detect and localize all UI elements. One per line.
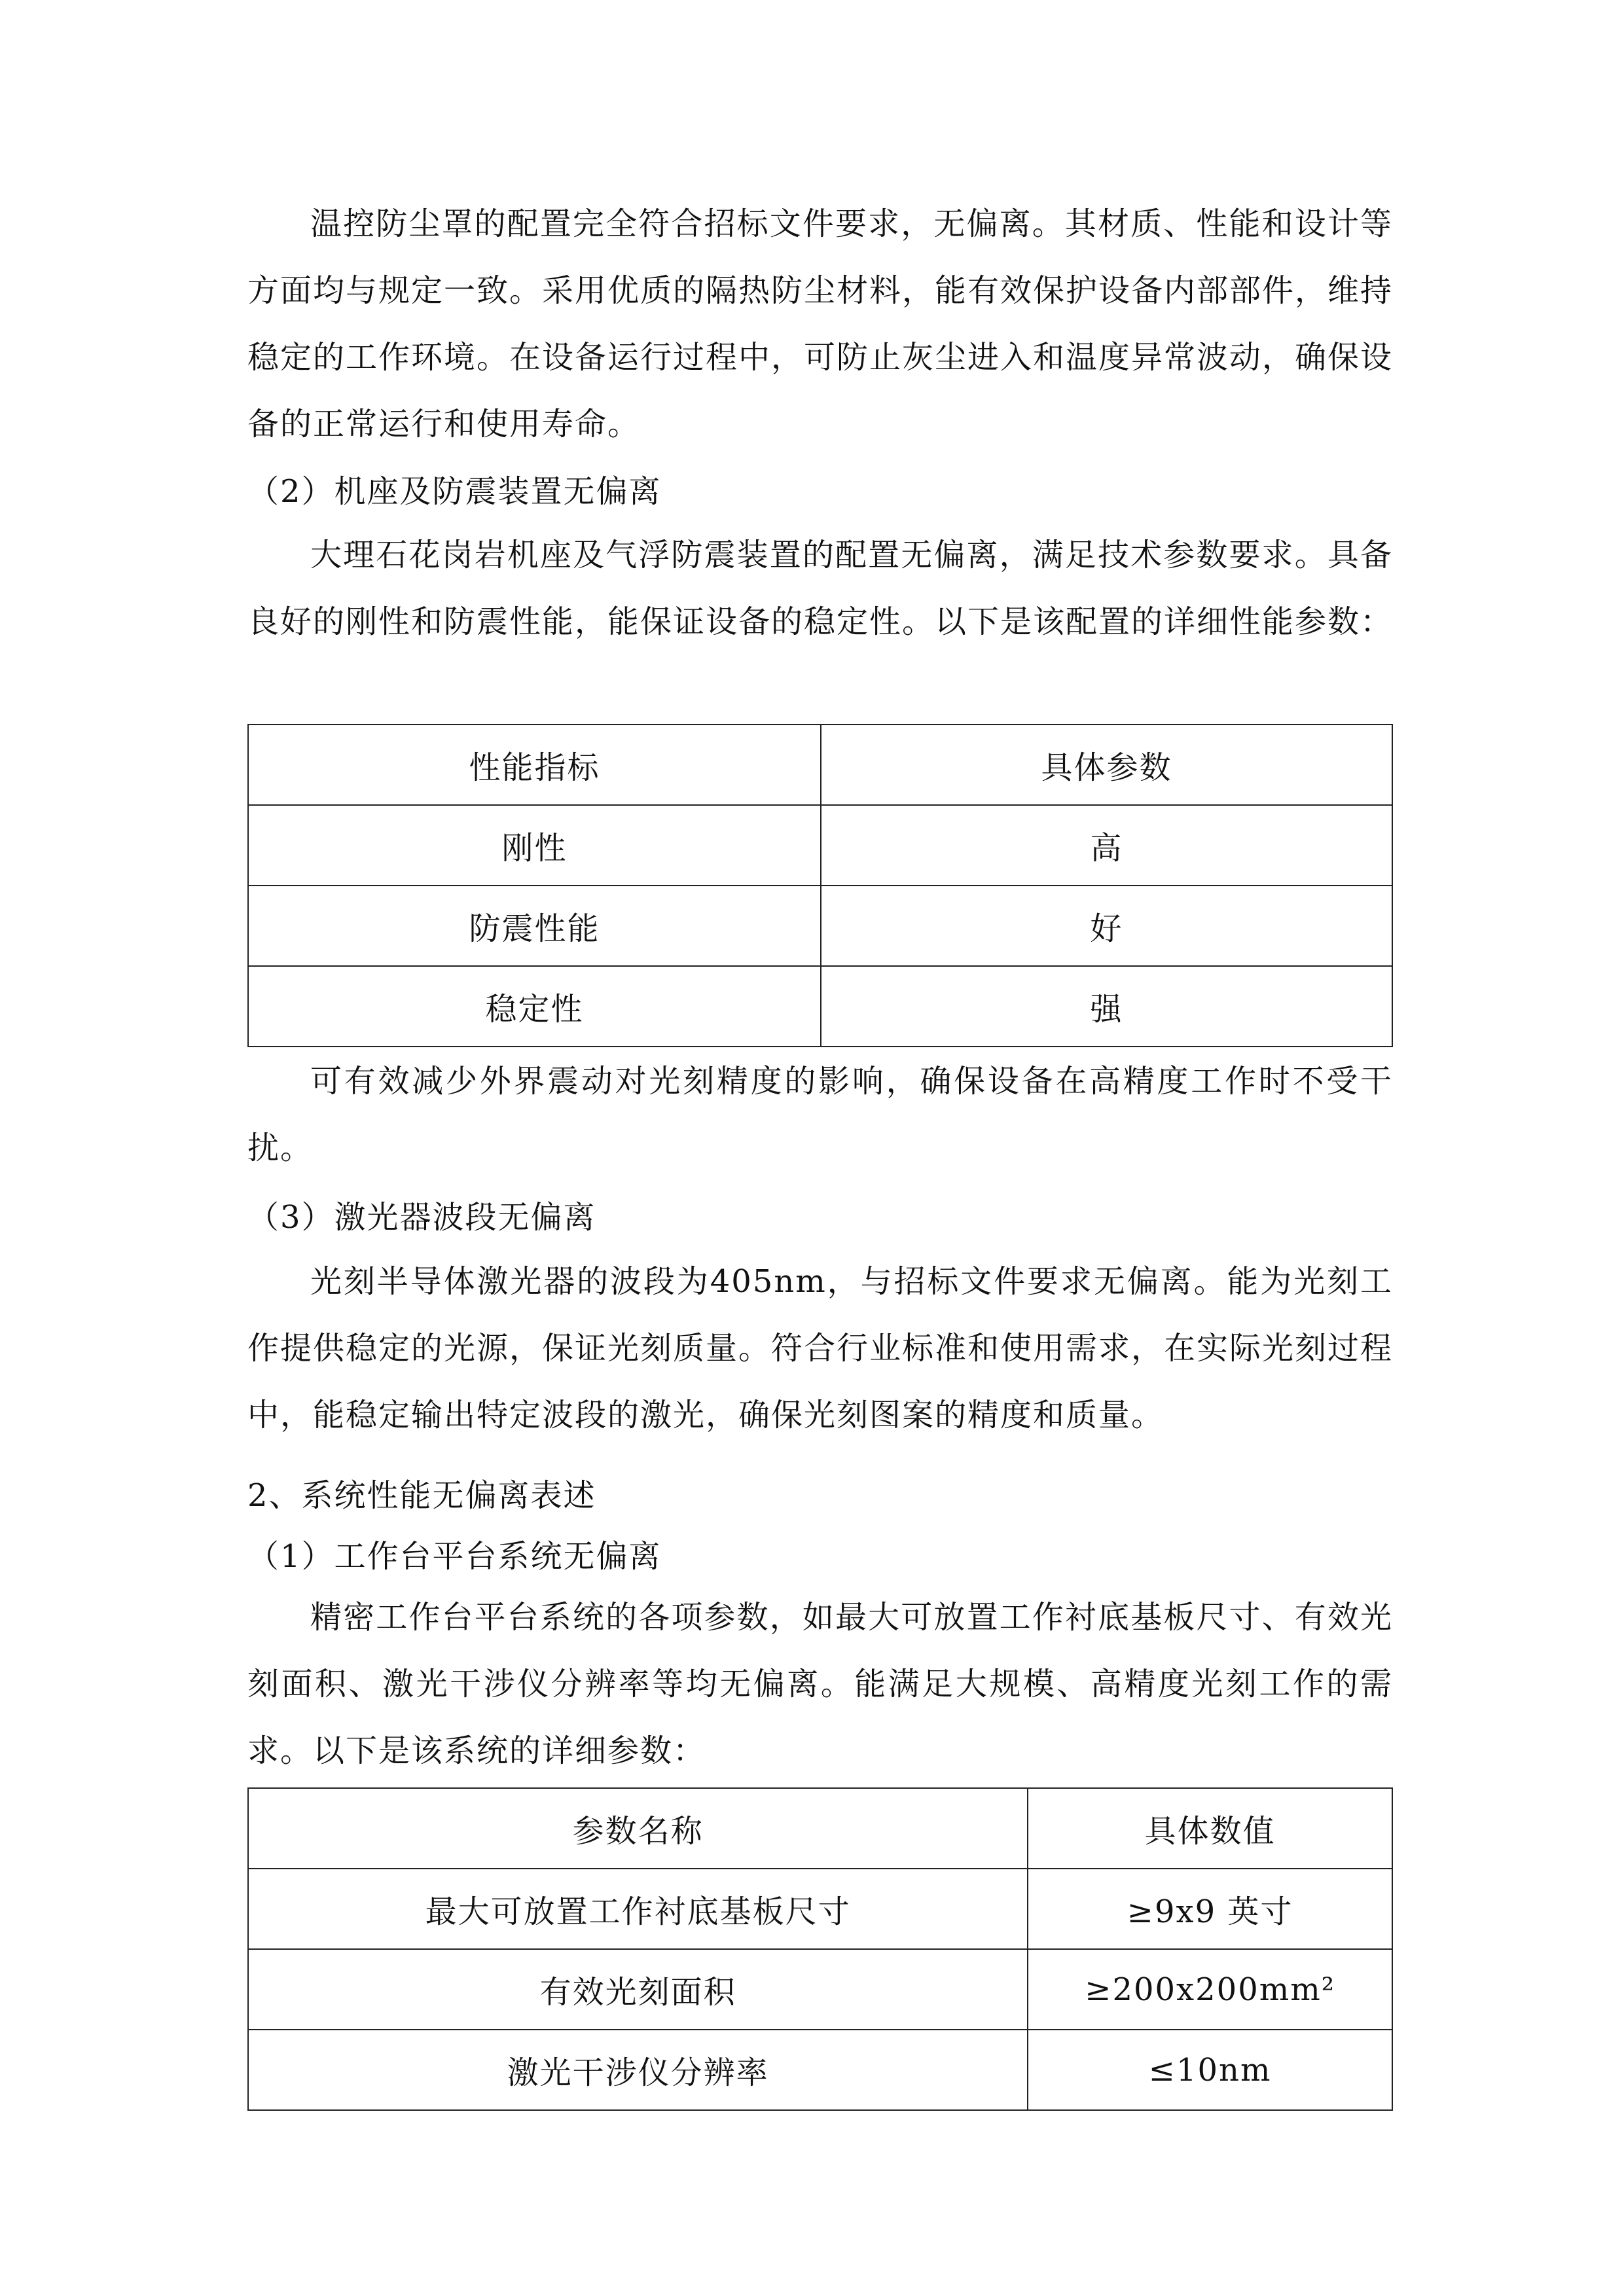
- table-cell: 刚性: [248, 805, 821, 886]
- heading-stage-platform: （1）工作台平台系统无偏离: [247, 1538, 662, 1575]
- table-cell: 激光干涉仪分辨率: [248, 2030, 1028, 2110]
- table-row: [248, 2030, 1392, 2110]
- table-row: [248, 805, 1392, 886]
- table-row: [248, 886, 1392, 966]
- paragraph-laser-band: 光刻半导体激光器的波段为405nm，与招标文件要求无偏离。能为光刻工作提供稳定的光源，保证光刻质量。符合行业标准和使用需求，在实际光刻过程中，能稳定输出特定波段的激光，确保光刻图案的精度和质量。: [247, 1263, 1394, 1433]
- table-cell: 强: [821, 966, 1392, 1047]
- table-cell: 最大可放置工作衬底基板尺寸: [248, 1869, 1028, 1949]
- table-performance-params: [247, 724, 1393, 1047]
- table-cell: 防震性能: [248, 886, 821, 966]
- table-cell: ≥200x200mm²: [1028, 1949, 1392, 2030]
- paragraph-stage-platform: 精密工作台平台系统的各项参数，如最大可放置工作衬底基板尺寸、有效光刻面积、激光干涉仪分辨率等均无偏离。能满足大规模、高精度光刻工作的需求。以下是该系统的详细参数：: [247, 1599, 1393, 1769]
- table-cell: 有效光刻面积: [248, 1949, 1028, 2030]
- table-cell: 好: [821, 886, 1392, 966]
- table-header-cell: 性能指标: [248, 725, 821, 805]
- paragraph-dust-cover: 温控防尘罩的配置完全符合招标文件要求，无偏离。其材质、性能和设计等方面均与规定一致。采用优质的隔热防尘材料，能有效保护设备内部部件，维持稳定的工作环境。在设备运行过程中，可防止灰尘进入和温度异常波动，确保设备的正常运行和使用寿命。: [247, 206, 1394, 442]
- table-system-params: [247, 1787, 1393, 2111]
- table-cell: ≥9x9 英寸: [1028, 1869, 1392, 1949]
- heading-laser-band: （3）激光器波段无偏离: [247, 1199, 596, 1236]
- table-header-row: [248, 1788, 1392, 1869]
- table-row: [248, 1869, 1392, 1949]
- table-header-cell: 具体数值: [1028, 1788, 1392, 1869]
- table-header-cell: 参数名称: [248, 1788, 1028, 1869]
- table-cell: 高: [821, 805, 1392, 886]
- table-row: [248, 966, 1392, 1047]
- heading-base-antivibration: （2）机座及防震装置无偏离: [247, 473, 662, 510]
- table-cell: 稳定性: [248, 966, 821, 1047]
- paragraph-base-antivibration: 大理石花岗岩机座及气浮防震装置的配置无偏离，满足技术参数要求。具备良好的刚性和防震性能，能保证设备的稳定性。以下是该配置的详细性能参数：: [247, 537, 1394, 640]
- table-header-cell: 具体参数: [821, 725, 1392, 805]
- table-cell: ≤10nm: [1028, 2030, 1392, 2110]
- heading-system-performance: 2、系统性能无偏离表述: [247, 1477, 596, 1514]
- paragraph-vibration-effect: 可有效减少外界震动对光刻精度的影响，确保设备在高精度工作时不受干扰。: [247, 1063, 1393, 1166]
- table-header-row: [248, 725, 1392, 805]
- table-row: [248, 1949, 1392, 2030]
